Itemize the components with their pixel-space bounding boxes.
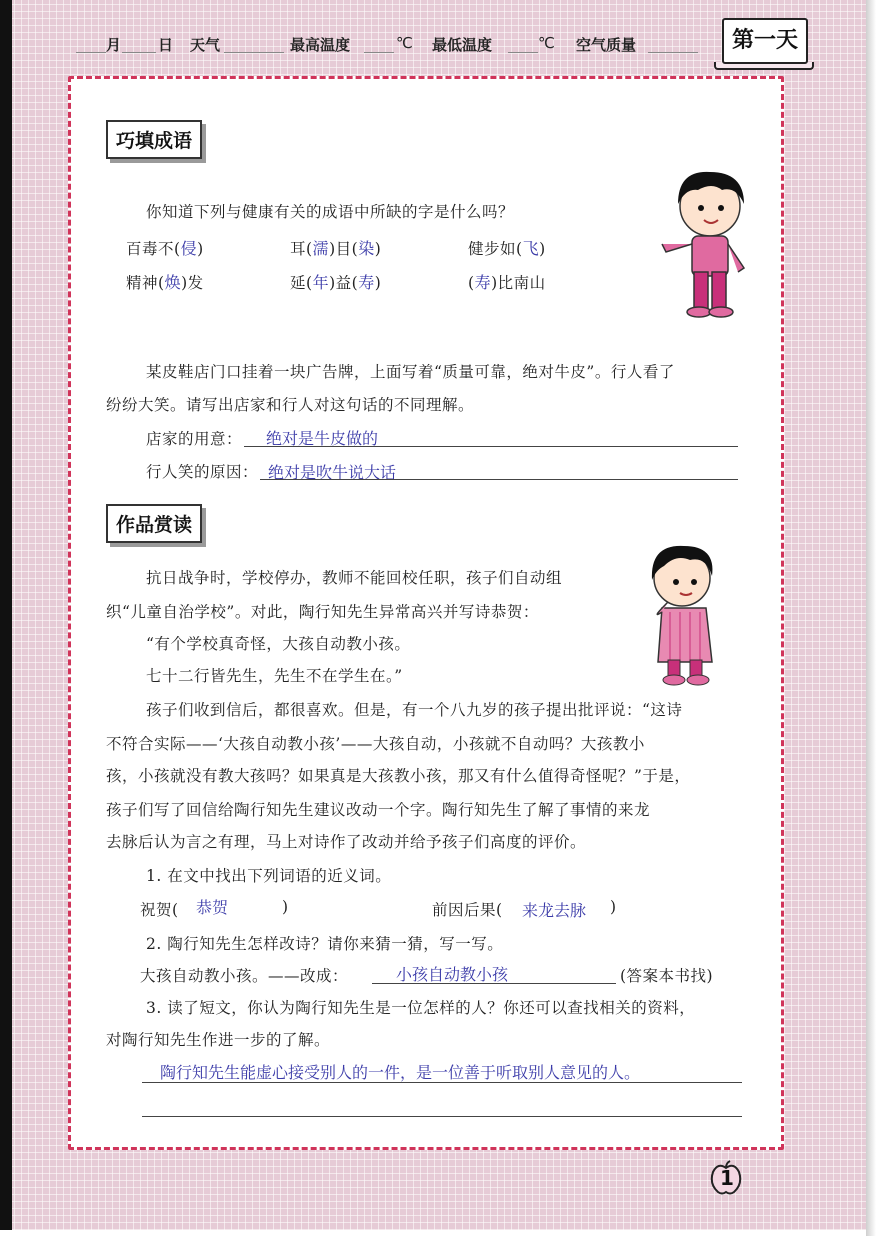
passage-line: 孩，小孩就没有教大孩吗？如果真是大孩教小孩，那又有什么值得奇怪呢？”于是， xyxy=(106,767,691,785)
idiom-answer[interactable]: 年 xyxy=(312,273,330,292)
question-2: 2. 陶行知先生怎样改诗？请你来猜一猜，写一写。 xyxy=(146,935,504,953)
idiom-item xyxy=(126,236,204,259)
section-title-idioms: 巧填成语 xyxy=(106,120,202,159)
idiom-text: ) xyxy=(197,240,204,258)
passer-reason-answer[interactable]: 绝对是吹牛说大话 xyxy=(268,463,397,482)
celsius-unit: ℃ xyxy=(396,34,413,52)
day-label: 日 xyxy=(158,36,174,54)
idiom-text: )比南山 xyxy=(491,274,546,292)
passage-line: 抗日战争时，学校停办，教师不能回校任职，孩子们自动组 xyxy=(146,569,563,587)
q1-a-close: ) xyxy=(282,898,289,916)
q1-b-label: 前因后果( xyxy=(432,901,503,919)
answer-line xyxy=(142,1082,742,1083)
day-blank[interactable] xyxy=(122,52,156,53)
month-label: 月 xyxy=(106,36,122,54)
q3-answer[interactable]: 陶行知先生能虚心接受别人的一件，是一位善于听取别人意见的人。 xyxy=(160,1063,641,1082)
shop-intent-label: 店家的用意： xyxy=(146,430,243,448)
answer-line xyxy=(244,446,738,447)
answer-line xyxy=(260,479,738,480)
section-title-reading: 作品赏读 xyxy=(106,504,202,543)
answer-line xyxy=(142,1116,742,1117)
shop-intent-answer[interactable]: 绝对是牛皮做的 xyxy=(266,429,379,448)
question-1: 1. 在文中找出下列词语的近义词。 xyxy=(146,867,392,885)
min-temp-blank[interactable] xyxy=(508,52,538,53)
q1-b-close: ) xyxy=(610,898,617,916)
idiom-answer[interactable]: 飞 xyxy=(522,239,540,258)
passage-line: 去脉后认为言之有理，马上对诗作了改动并给予孩子们高度的评价。 xyxy=(106,833,587,851)
idiom-answer[interactable]: 焕 xyxy=(164,273,182,292)
passage-line: 不符合实际——‘大孩自动教小孩’——大孩自动，小孩就不自动吗？大孩教小 xyxy=(106,735,645,753)
shoe-story-line: 某皮鞋店门口挂着一块广告牌，上面写着“质量可靠，绝对牛皮”。行人看了 xyxy=(146,363,675,381)
question-3: 对陶行知先生作进一步的了解。 xyxy=(106,1031,331,1049)
idiom-answer[interactable]: 染 xyxy=(358,239,375,258)
question-3: 3. 读了短文，你认为陶行知先生是一位怎样的人？你还可以查找相关的资料， xyxy=(146,999,696,1017)
idiom-text: ) xyxy=(374,274,382,292)
idiom-answer[interactable]: 侵 xyxy=(180,239,198,258)
idiom-text: )目( xyxy=(329,240,359,258)
boy-illustration xyxy=(652,166,758,320)
idiom-answer[interactable]: 濡 xyxy=(312,239,330,258)
celsius-unit: ℃ xyxy=(538,34,555,52)
idiom-item xyxy=(290,270,381,293)
idiom-item xyxy=(468,236,546,259)
weather-label: 天气 xyxy=(190,36,221,54)
q1-b-answer[interactable]: 来龙去脉 xyxy=(522,901,587,920)
page-number xyxy=(708,1160,744,1196)
max-temp-blank[interactable] xyxy=(364,52,394,53)
passage-line: 孩子们收到信后，都很喜欢。但是，有一个八九岁的孩子提出批评说：“这诗 xyxy=(146,701,683,719)
idiom-item xyxy=(468,270,546,293)
idiom-text: ( xyxy=(468,274,475,292)
q1-a-label: 祝贺( xyxy=(140,901,179,919)
idiom-text: ) xyxy=(539,240,546,258)
min-temp-label: 最低温度 xyxy=(432,36,493,54)
idiom-text: ) xyxy=(374,240,382,258)
answer-line xyxy=(372,983,616,984)
poem-line: “有个学校真奇怪，大孩自动教小孩。 xyxy=(146,635,411,653)
girl-illustration xyxy=(640,540,732,688)
idiom-text: 百毒不( xyxy=(126,240,181,258)
book-spine xyxy=(0,0,12,1230)
air-quality-label: 空气质量 xyxy=(576,36,637,54)
idiom-question: 你知道下列与健康有关的成语中所缺的字是什么吗？ xyxy=(146,203,515,221)
weather-blank[interactable] xyxy=(224,52,284,53)
month-blank[interactable] xyxy=(76,52,106,53)
max-temp-label: 最高温度 xyxy=(290,36,351,54)
idiom-text: )发 xyxy=(181,274,204,292)
day-badge xyxy=(712,14,812,68)
idiom-text: 精神( xyxy=(126,274,165,292)
q1-a-answer[interactable]: 恭贺 xyxy=(196,898,229,917)
passage-line: 孩子们写了回信给陶行知先生建议改动一个字。陶行知先生了解了事情的来龙 xyxy=(106,801,651,819)
poem-line: 七十二行皆先生，先生不在学生在。” xyxy=(146,667,403,685)
q2-answer[interactable]: 小孩自动教小孩 xyxy=(396,965,509,984)
idiom-answer[interactable]: 寿 xyxy=(474,273,492,292)
passage-line: 织“儿童自治学校”。对此，陶行知先生异常高兴并写诗恭贺： xyxy=(106,603,539,621)
q2-suffix: (答案本书找) xyxy=(620,967,714,985)
page-edge-shadow xyxy=(866,0,876,1236)
passer-reason-label: 行人笑的原因： xyxy=(146,463,259,481)
q2-prefix: 大孩自动教小孩。——改成： xyxy=(140,967,349,985)
idiom-answer[interactable]: 寿 xyxy=(358,273,375,292)
shoe-story-line: 纷纷大笑。请写出店家和行人对这句话的不同理解。 xyxy=(106,396,475,414)
idiom-text: )益( xyxy=(329,274,359,292)
idiom-text: 健步如( xyxy=(468,240,523,258)
idiom-item xyxy=(126,270,204,293)
day-badge-label: 第一天 xyxy=(722,18,808,64)
idiom-item xyxy=(290,236,381,259)
idiom-text: 耳( xyxy=(290,240,313,258)
page-number-text: 1 xyxy=(720,1166,734,1190)
air-quality-blank[interactable] xyxy=(648,52,698,53)
idiom-text: 延( xyxy=(290,274,313,292)
